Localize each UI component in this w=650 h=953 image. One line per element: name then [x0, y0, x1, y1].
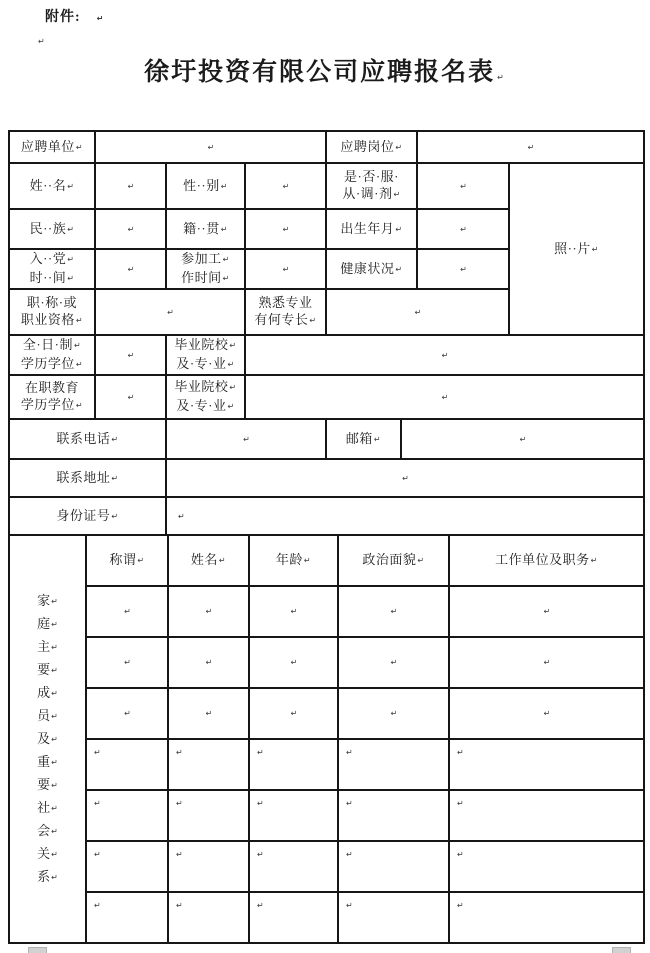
paragraph-mark: ↵	[591, 244, 599, 254]
family-row5-name-cell[interactable]	[168, 790, 249, 841]
family-row4-relation-cell[interactable]	[86, 739, 168, 790]
family-row4-age-cell[interactable]	[249, 739, 338, 790]
family-row1-work-cell[interactable]	[449, 586, 644, 637]
party-join-time-input-cell[interactable]	[95, 249, 166, 289]
paragraph-mark: ↵	[282, 264, 290, 274]
family-row-4	[9, 739, 644, 790]
paragraph-mark: ↵	[497, 73, 506, 82]
paragraph-mark: ↵	[395, 224, 403, 234]
paragraph-mark: ↵	[527, 142, 535, 152]
attachment-line	[45, 6, 104, 26]
family-row4-political-cell[interactable]	[338, 739, 449, 790]
address-label: 联系地址↵	[9, 459, 166, 497]
paragraph-mark: ↵	[51, 619, 58, 629]
family-row-7	[9, 892, 644, 943]
paragraph-mark: ↵	[124, 607, 131, 616]
onjob-degree-label: 在职教育 学历学位↵	[9, 375, 95, 419]
paragraph-mark: ↵	[417, 556, 425, 565]
paragraph-mark: ↵	[290, 709, 298, 718]
paragraph-mark: ↵	[290, 607, 298, 616]
paragraph-mark: ↵	[519, 434, 527, 444]
family-members-table	[8, 534, 645, 944]
family-row-2	[9, 637, 644, 688]
paragraph-mark: ↵	[346, 901, 353, 910]
paragraph-mark: ↵	[75, 401, 84, 410]
family-row5-work-cell[interactable]	[449, 790, 644, 841]
paragraph-mark: ↵	[176, 901, 183, 910]
paragraph-mark: ↵	[111, 511, 119, 521]
paragraph-mark: ↵	[393, 190, 401, 199]
phone-input-cell[interactable]	[166, 419, 326, 459]
fulltime-degree-label: 全·日·制↵ 学历学位↵	[9, 335, 95, 375]
paragraph-mark: ↵	[390, 709, 398, 718]
paragraph-mark: ↵	[457, 799, 464, 808]
paragraph-mark: ↵	[257, 748, 264, 757]
paragraph-mark: ↵	[222, 274, 230, 283]
specialty-label: 熟悉专业 有何专长↵	[245, 289, 326, 335]
paragraph-mark: ↵	[543, 607, 551, 616]
family-row2-political-cell[interactable]	[338, 637, 449, 688]
table-resize-handle-right	[612, 947, 631, 953]
fulltime-degree-input-cell[interactable]	[95, 335, 166, 375]
paragraph-mark: ↵	[395, 142, 403, 152]
paragraph-mark: ↵	[257, 901, 264, 910]
family-row1-age-cell[interactable]	[249, 586, 338, 637]
birth-date-label: 出生年月↵	[326, 209, 417, 249]
paragraph-mark: ↵	[395, 264, 403, 274]
prof-title-label: 职·称·或 职业资格↵	[9, 289, 95, 335]
family-row6-age-cell[interactable]	[249, 841, 338, 892]
paragraph-mark: ↵	[51, 642, 58, 652]
paragraph-mark: ↵	[457, 901, 464, 910]
applying-unit-label: 应聘单位↵	[9, 131, 95, 163]
paragraph-mark: ↵	[441, 392, 449, 402]
family-row6-relation-cell[interactable]	[86, 841, 168, 892]
paragraph-mark: ↵	[75, 316, 84, 325]
paragraph-mark: ↵	[402, 473, 409, 483]
email-input-cell[interactable]	[401, 419, 644, 459]
paragraph-mark: ↵	[67, 255, 75, 264]
applying-unit-input-cell[interactable]	[95, 131, 326, 163]
onjob-college-label: 毕业院校↵ 及·专·业↵	[166, 375, 245, 419]
party-join-time-label: 入··党↵ 时··间↵	[9, 249, 95, 289]
paragraph-mark: ↵	[137, 556, 145, 565]
paragraph-mark: ↵	[243, 434, 250, 444]
paragraph-mark: ↵	[94, 799, 101, 808]
paragraph-mark: ↵	[167, 307, 174, 317]
family-header-name: 姓名↵	[168, 535, 249, 586]
work-start-time-input-cell[interactable]	[245, 249, 326, 289]
paragraph-mark: ↵	[73, 341, 82, 350]
paragraph-mark: ↵	[460, 264, 467, 274]
paragraph-mark: ↵	[51, 711, 58, 721]
paragraph-mark: ↵	[229, 341, 237, 350]
gender-label: 性··别↵	[166, 163, 245, 209]
family-row4-work-cell[interactable]	[449, 739, 644, 790]
family-row-5	[9, 790, 644, 841]
family-row7-name-cell[interactable]	[168, 892, 249, 943]
prof-title-input-cell[interactable]	[95, 289, 245, 335]
name-label: 姓··名↵	[9, 163, 95, 209]
attachment-label: 附件:	[45, 10, 81, 25]
paragraph-mark: ↵	[290, 658, 298, 667]
family-row6-political-cell[interactable]	[338, 841, 449, 892]
family-row2-relation-cell[interactable]	[86, 637, 168, 688]
family-row3-age-cell[interactable]	[249, 688, 338, 739]
family-row7-relation-cell[interactable]	[86, 892, 168, 943]
family-row2-age-cell[interactable]	[249, 637, 338, 688]
paragraph-mark: ↵	[67, 224, 75, 234]
paragraph-mark: ↵	[75, 360, 84, 369]
paragraph-mark: ↵	[373, 434, 382, 444]
family-row7-work-cell[interactable]	[449, 892, 644, 943]
applicant-info-table	[8, 130, 645, 536]
email-label: 邮箱↵	[326, 419, 401, 459]
paragraph-mark: ↵	[178, 511, 185, 521]
paragraph-mark: ↵	[111, 434, 119, 444]
family-header-work-unit: 工作单位及职务↵	[449, 535, 644, 586]
family-row2-work-cell[interactable]	[449, 637, 644, 688]
paragraph-mark: ↵	[282, 181, 290, 191]
family-header-age: 年龄↵	[249, 535, 338, 586]
family-row7-political-cell[interactable]	[338, 892, 449, 943]
paragraph-mark: ↵	[227, 360, 235, 369]
specialty-input-cell[interactable]	[326, 289, 509, 335]
fulltime-college-input-cell[interactable]	[245, 335, 644, 375]
family-row-3	[9, 688, 644, 739]
paragraph-mark: ↵	[457, 850, 464, 859]
paragraph-mark: ↵	[111, 473, 119, 483]
paragraph-mark: ↵	[414, 307, 422, 317]
gender-input-cell[interactable]	[245, 163, 326, 209]
paragraph-mark: ↵	[38, 37, 45, 46]
family-header-relation: 称谓↵	[86, 535, 168, 586]
paragraph-mark: ↵	[127, 181, 135, 191]
applying-position-input-cell[interactable]	[417, 131, 644, 163]
paragraph-mark: ↵	[220, 181, 228, 191]
paragraph-mark: ↵	[257, 799, 264, 808]
paragraph-mark: ↵	[205, 658, 213, 667]
family-row5-relation-cell[interactable]	[86, 790, 168, 841]
family-row1-relation-cell[interactable]	[86, 586, 168, 637]
paragraph-mark: ↵	[346, 799, 353, 808]
paragraph-mark: ↵	[176, 748, 183, 757]
family-row2-name-cell[interactable]	[168, 637, 249, 688]
paragraph-mark: ↵	[390, 658, 398, 667]
family-row-1	[9, 586, 644, 637]
id-number-input-cell[interactable]	[166, 497, 644, 535]
obey-adjustment-label: 是·否·服· 从·调·剂↵	[326, 163, 417, 209]
family-row3-relation-cell[interactable]	[86, 688, 168, 739]
birth-date-input-cell[interactable]	[417, 209, 509, 249]
paragraph-mark: ↵	[67, 274, 75, 283]
id-number-label: 身份证号↵	[9, 497, 166, 535]
paragraph-mark: ↵	[96, 14, 105, 23]
paragraph-mark: ↵	[51, 596, 58, 606]
family-row3-name-cell[interactable]	[168, 688, 249, 739]
paragraph-mark: ↵	[127, 350, 135, 360]
health-status-label: 健康状况↵	[326, 249, 417, 289]
onjob-degree-input-cell[interactable]	[95, 375, 166, 419]
family-row1-name-cell[interactable]	[168, 586, 249, 637]
family-row4-name-cell[interactable]	[168, 739, 249, 790]
family-row1-political-cell[interactable]	[338, 586, 449, 637]
paragraph-mark: ↵	[75, 142, 84, 152]
family-row3-political-cell[interactable]	[338, 688, 449, 739]
paragraph-mark: ↵	[227, 402, 235, 411]
paragraph-mark: ↵	[124, 709, 131, 718]
paragraph-mark: ↵	[176, 850, 183, 859]
paragraph-mark: ↵	[460, 224, 467, 234]
phone-label: 联系电话↵	[9, 419, 166, 459]
native-place-input-cell[interactable]	[245, 209, 326, 249]
paragraph-mark: ↵	[346, 850, 353, 859]
paragraph-mark: ↵	[127, 392, 135, 402]
address-input-cell[interactable]	[166, 459, 644, 497]
paragraph-mark: ↵	[309, 316, 317, 325]
native-place-label: 籍··贯↵	[166, 209, 245, 249]
paragraph-mark: ↵	[282, 224, 290, 234]
paragraph-mark: ↵	[94, 850, 101, 859]
paragraph-mark: ↵	[94, 748, 101, 757]
paragraph-mark: ↵	[94, 901, 101, 910]
ethnicity-input-cell[interactable]	[95, 209, 166, 249]
family-row3-work-cell[interactable]	[449, 688, 644, 739]
paragraph-mark: ↵	[127, 264, 135, 274]
paragraph-mark: ↵	[220, 224, 228, 234]
family-row-6	[9, 841, 644, 892]
paragraph-mark: ↵	[222, 255, 230, 264]
onjob-college-input-cell[interactable]	[245, 375, 644, 419]
applying-position-label: 应聘岗位↵	[326, 131, 417, 163]
paragraph-mark: ↵	[51, 849, 58, 859]
paragraph-mark: ↵	[257, 850, 264, 859]
paragraph-mark: ↵	[207, 142, 215, 152]
family-header-political-status: 政治面貌↵	[338, 535, 449, 586]
paragraph-mark: ↵	[51, 757, 58, 767]
paragraph-mark: ↵	[51, 665, 58, 675]
paragraph-mark: ↵	[51, 872, 58, 882]
paragraph-mark: ↵	[51, 734, 58, 744]
paragraph-mark: ↵	[51, 826, 58, 836]
paragraph-mark: ↵	[303, 556, 312, 565]
page-title: 徐圩投资有限公司应聘报名表 ↵	[144, 59, 506, 86]
family-row5-political-cell[interactable]	[338, 790, 449, 841]
paragraph-mark: ↵	[218, 556, 227, 565]
name-input-cell[interactable]	[95, 163, 166, 209]
paragraph-mark: ↵	[51, 688, 58, 698]
health-status-input-cell[interactable]	[417, 249, 509, 289]
paragraph-mark: ↵	[460, 181, 467, 191]
paragraph-mark: ↵	[441, 350, 449, 360]
paragraph-mark: ↵	[51, 803, 58, 813]
paragraph-mark: ↵	[390, 607, 398, 616]
paragraph-mark: ↵	[51, 780, 58, 790]
obey-adjustment-input-cell[interactable]	[417, 163, 509, 209]
paragraph-mark: ↵	[346, 748, 353, 757]
family-row5-age-cell[interactable]	[249, 790, 338, 841]
photo-cell[interactable]: 照··片↵	[509, 163, 644, 335]
paragraph-mark: ↵	[176, 799, 183, 808]
paragraph-mark: ↵	[457, 748, 464, 757]
paragraph-mark: ↵	[205, 709, 213, 718]
paragraph-mark: ↵	[205, 607, 213, 616]
table-resize-handle-left	[28, 947, 47, 953]
paragraph-mark: ↵	[229, 383, 237, 392]
fulltime-college-label: 毕业院校↵ 及·专·业↵	[166, 335, 245, 375]
ethnicity-label: 民··族↵	[9, 209, 95, 249]
family-row6-work-cell[interactable]	[449, 841, 644, 892]
family-members-vertical-label: 家↵ 庭↵ 主↵ 要↵ 成↵ 员↵ 及↵ 重↵ 要↵ 社↵ 会↵ 关↵ 系↵	[9, 535, 86, 943]
family-row6-name-cell[interactable]	[168, 841, 249, 892]
work-start-time-label: 参加工↵ 作时间↵	[166, 249, 245, 289]
paragraph-mark: ↵	[127, 224, 135, 234]
paragraph-mark: ↵	[543, 658, 551, 667]
empty-paragraph	[38, 31, 45, 49]
paragraph-mark: ↵	[67, 181, 75, 191]
paragraph-mark: ↵	[124, 658, 131, 667]
paragraph-mark: ↵	[543, 709, 551, 718]
family-row7-age-cell[interactable]	[249, 892, 338, 943]
paragraph-mark: ↵	[590, 556, 598, 565]
